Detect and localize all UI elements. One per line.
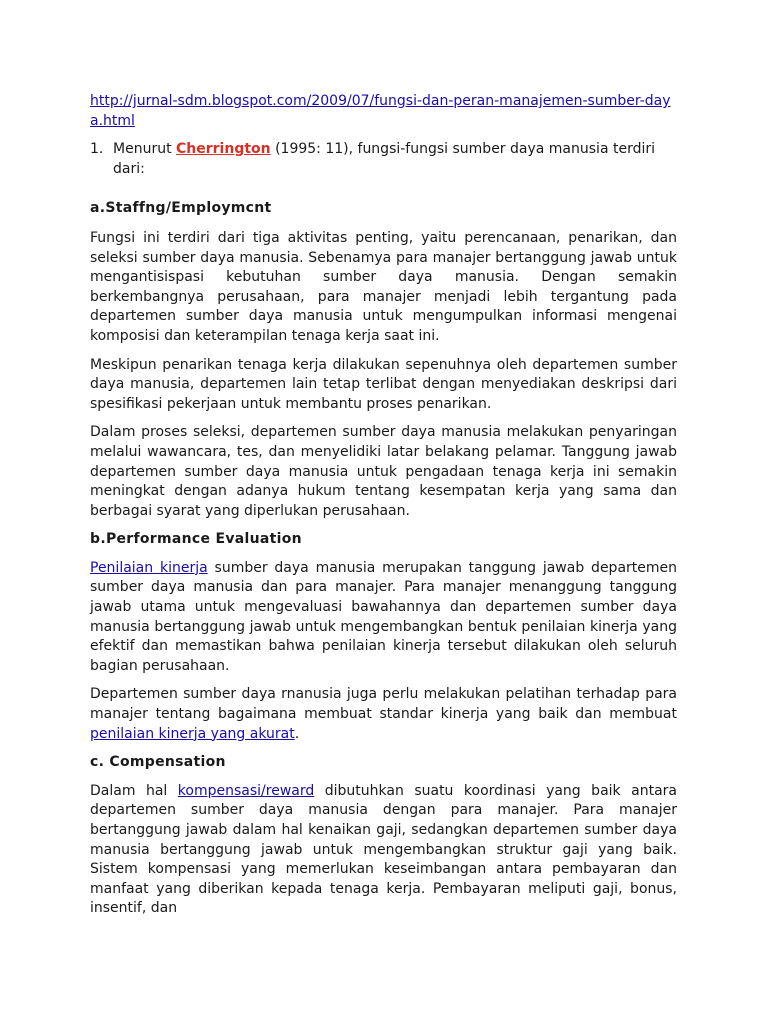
section-b-heading: b.Performance Evaluation (90, 531, 302, 548)
section-b-paragraph-1-text: sumber daya manusia merupakan tanggung jawab departemen sumber daya manusia dan para manajer. Para manajer menanggung tanggung jawab utama untuk mengevaluasi bawahannya dan departemen sumber daya manusia bertanggung jawab untuk mengembangkan bentuk penilaian kinerja yang efektif dan memastikan bahwa penilaian kinerja tersebut dilakukan oleh seluruh bagian perusahaan. (90, 559, 678, 674)
document-page (90, 92, 677, 928)
penilaian-kinerja-akurat-link[interactable]: penilaian kinerja yang akurat (90, 725, 295, 742)
author-link[interactable]: Cherrington (176, 141, 271, 158)
section-b-paragraph-2-end: . (294, 725, 300, 742)
section-b-paragraph-1 (90, 559, 677, 677)
penilaian-kinerja-link[interactable]: Penilaian kinerja (90, 559, 208, 576)
section-c-paragraph-1-before: Dalam hal (90, 782, 178, 799)
section-b-paragraph-2 (90, 685, 677, 744)
intro-list-item (90, 140, 677, 179)
section-c-heading: c. Compensation (90, 754, 226, 771)
source-url-link[interactable]: http://jurnal-sdm.blogspot.com/2009/07/fungsi-dan-peran-manajemen-sumber-daya.html (90, 93, 671, 129)
intro-text (113, 140, 677, 179)
section-a-paragraph-2: Meskipun penarikan tenaga kerja dilakukan sepenuhnya oleh departemen sumber daya manusia, departemen lain tetap terlibat dengan menyediakan deskripsi dari spesifikasi pekerjaan untuk membantu proses penarikan. (90, 356, 677, 412)
section-c-paragraph-1 (90, 782, 677, 919)
kompensasi-reward-link[interactable]: kompensasi/reward (177, 782, 315, 799)
section-a-paragraph-1: Fungsi ini terdiri dari tiga aktivitas penting, yaitu perencanaan, penarikan, dan seleksi sumber daya manusia. Sebenamya para manajer bertanggung jawab untuk mengantisispasi kebutuhan sumber daya manusia. Dengan semakin berkembangnya perusahaan, para manajer menjadi lebih tergantung pada departemen sumber daya manusia untuk mengumpulkan informasi mengenai komposisi dan keterampilan tenaga kerja saat ini. (90, 229, 677, 344)
section-a-paragraph-3: Dalam proses seleksi, departemen sumber daya manusia melakukan penyaringan melalui wawancara, tes, dan menyelidiki latar belakang pelamar. Tanggung jawab departemen sumber daya manusia untuk pengadaan tenaga kerja ini semakin meningkat dengan adanya hukum tentang kesempatan kerja yang sama dan berbagai syarat yang diperlukan perusahaan. (90, 424, 677, 519)
section-a-heading: a.Staffng/Employmcnt (90, 200, 272, 217)
list-number: 1. (90, 141, 104, 158)
section-b-paragraph-2-text: Departemen sumber daya rnanusia juga perlu melakukan pelatihan terhadap para manajer tentang bagaimana membuat standar kinerja yang baik dan membuat (90, 686, 677, 723)
intro-after: (1995: 11), fungsi-fungsi sumber daya manusia terdiri dari: (113, 141, 656, 177)
section-c-paragraph-1-after: dibutuhkan suatu koordinasi yang baik antara departemen sumber daya manusia dengan para manajer. Para manajer bertanggung jawab dalam hal kenaikan gaji, sedangkan departemen sumber daya manusia bertanggung jawab untuk mengembangkan struktur gaji yang baik. Sistem kompensasi yang memerlukan keseimbangan antara pembayaran dan manfaat yang diberikan kepada tenaga kerja. Pembayaran meliputi gaji, bonus, insentif, dan (90, 782, 677, 917)
intro-before: Menurut (113, 141, 177, 158)
